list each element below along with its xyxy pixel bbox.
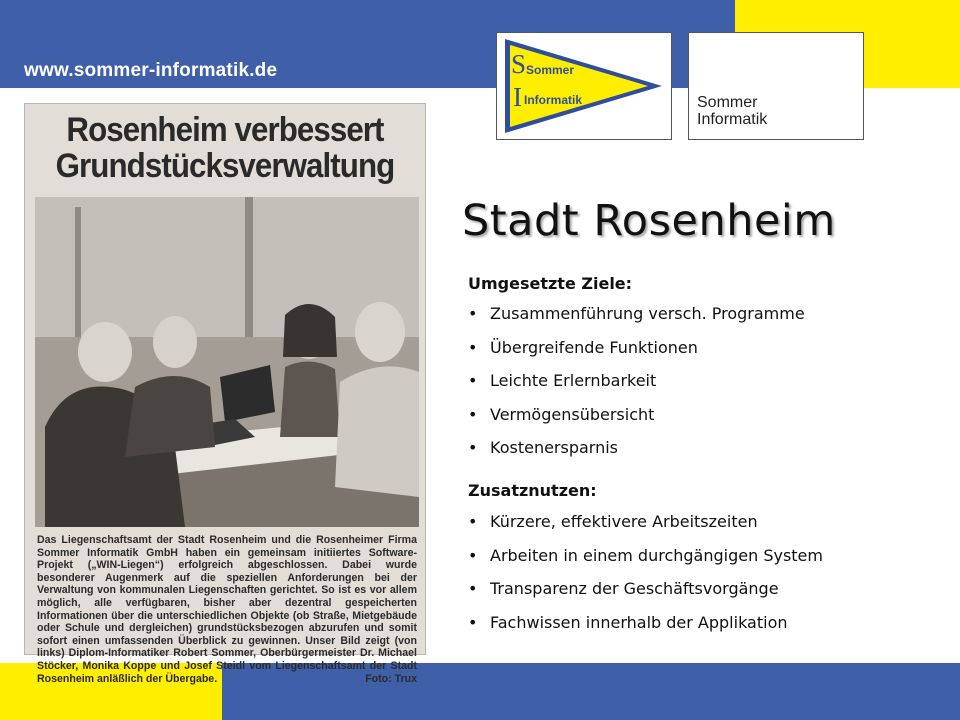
wordmark-line2: Informatik — [697, 111, 768, 128]
clipping-caption-text: Das Liegenschaftsamt der Stadt Rosenheim und die Rosenheimer Firma Sommer Informatik GmbH haben ein gemeinsam initiiertes Software-Projekt („WIN-Liegen“) erfolgreich abgeschlossen. Dabei wurde besonderer Augenmerk auf die speziellen Anforderungen bei der Verwaltung von kommunalen Liegenschaften gerichtet. So ist es vor allem möglich, alle verfügbaren, bisher aber dezentral gespeicherten Informationen über die unterschiedlichen Objekte (ob Straße, Mietgebäude oder Schule und dergleichen) grundstücksbezogen abzurufen und somit sofort einen umfassenden Überblick zu gewinnen. Unser Bild zeigt (von links) Diplom-Informatiker Robert Sommer, Oberbürgermeister Dr. Michael Stöcker, Monika Koppe und Josef Steidl vom Liegenschaftsamt der Stadt Rosenheim anläßlich der Übergabe. — [37, 534, 417, 685]
list-item — [468, 511, 823, 545]
list-item-label: Kostenersparnis — [490, 438, 619, 457]
bullet-icon: • — [468, 304, 478, 323]
website-url[interactable]: www.sommer-informatik.de — [24, 60, 278, 81]
list-item-label: Zusammenführung versch. Programme — [490, 304, 805, 323]
photo-credit: Foto: Trux — [365, 672, 417, 685]
bullet-icon: • — [468, 579, 478, 598]
clipping-headline — [41, 112, 409, 184]
list-item — [468, 337, 805, 371]
list-item-label: Übergreifende Funktionen — [490, 337, 698, 357]
list-item — [468, 612, 823, 646]
list-item-label: Fachwissen innerhalb der Applikation — [490, 612, 788, 632]
svg-text:S: S — [511, 49, 527, 79]
wordmark-line1: Sommer — [697, 94, 758, 111]
meeting-photo-icon — [35, 197, 419, 527]
benefits-list — [468, 511, 823, 645]
company-logo-pennant — [496, 32, 672, 140]
list-item-label: Vermögensübersicht — [490, 404, 655, 424]
list-item-label: Transparenz der Geschäftsvorgänge — [490, 579, 779, 598]
bullet-icon: • — [468, 404, 478, 424]
svg-text:I: I — [513, 82, 522, 112]
pennant-logo-icon — [497, 33, 670, 138]
page-title: Stadt Rosenheim — [462, 196, 836, 246]
goals-heading: Umgesetzte Ziele: — [468, 274, 633, 293]
bullet-icon: • — [468, 512, 478, 531]
list-item — [468, 578, 823, 612]
list-item — [468, 303, 805, 337]
bullet-icon: • — [468, 371, 478, 390]
list-item-label: Arbeiten in einem durchgängigen System — [490, 545, 823, 565]
list-item — [468, 437, 805, 471]
benefits-heading: Zusatznutzen: — [468, 481, 597, 500]
pennant-line1-text: Sommer — [526, 63, 575, 77]
bullet-icon: • — [468, 612, 478, 632]
clipping-headline-line2: Grundstücksverwaltung — [55, 147, 395, 185]
newspaper-clipping — [24, 103, 426, 685]
list-item — [468, 370, 805, 404]
list-item-label: Kürzere, effektivere Arbeitszeiten — [490, 512, 758, 531]
goals-list — [468, 303, 805, 471]
list-item-label: Leichte Erlernbarkeit — [490, 371, 657, 390]
pennant-line2-text: Informatik — [524, 93, 583, 107]
clipping-headline-line1: Rosenheim verbessert — [66, 111, 384, 149]
list-item — [468, 404, 805, 438]
bullet-icon: • — [468, 337, 478, 357]
bullet-icon: • — [468, 438, 478, 457]
clipping-caption — [37, 534, 417, 685]
clipping-photo — [35, 197, 419, 527]
bullet-icon: • — [468, 545, 478, 565]
list-item — [468, 545, 823, 579]
company-logo-wordmark — [688, 32, 864, 140]
